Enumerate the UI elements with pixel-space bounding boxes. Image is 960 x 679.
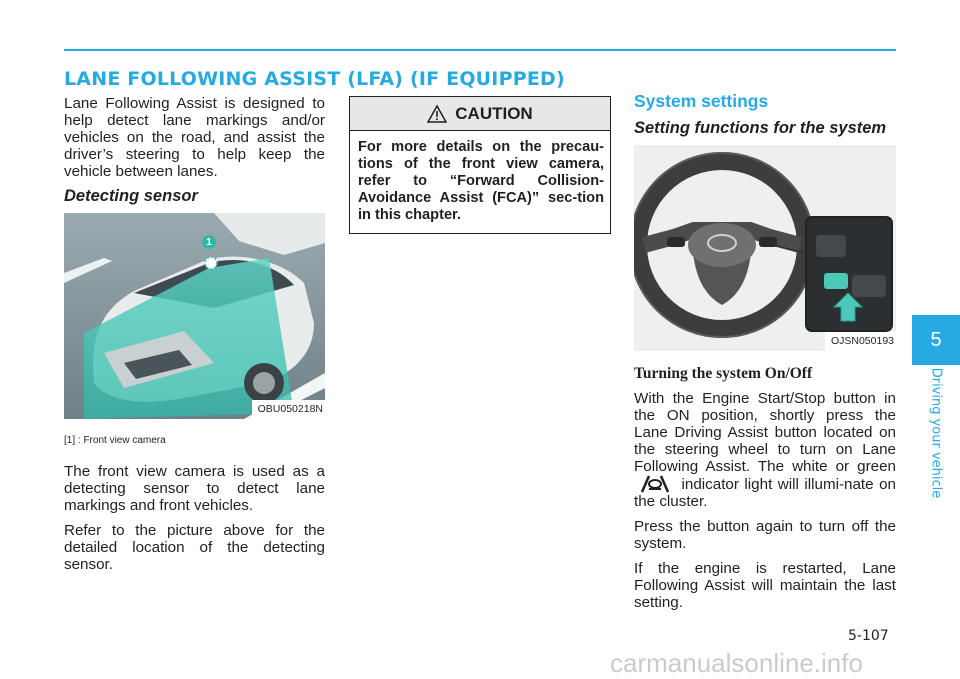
toggle-paragraph-1 bbox=[634, 390, 896, 510]
watermark: carmanualsonline.info bbox=[610, 648, 863, 678]
left-column bbox=[64, 95, 325, 581]
turning-system-heading: Turning the system On/Off bbox=[634, 365, 813, 382]
chapter-title-vertical: Driving your vehicle bbox=[928, 367, 944, 499]
caution-title: CAUTION bbox=[455, 103, 533, 123]
page-title: LANE FOLLOWING ASSIST (LFA) (IF EQUIPPED) bbox=[64, 68, 565, 90]
sensor-paragraph-1: The front view camera is used as a detecting sensor to detect lane markings and front vehicles. bbox=[64, 463, 325, 514]
caution-box bbox=[349, 96, 611, 234]
toggle-text-b: indicator light will illumi-nate on the cluster. bbox=[634, 476, 896, 510]
caution-header bbox=[350, 97, 610, 131]
image-caption: [1] : Front view camera bbox=[64, 435, 166, 446]
image-code: OJSN050193 bbox=[825, 332, 896, 351]
intro-paragraph: Lane Following Assist is designed to help detect lane markings and/or vehicles on the road, and assist the driver’s steering to help keep the vehicle between lanes. bbox=[64, 95, 325, 180]
sensor-marker-1: 1 bbox=[202, 235, 216, 249]
car-camera-image bbox=[64, 213, 325, 419]
toggle-text-a: With the Engine Start/Stop button in the ON position, shortly press the Lane Driving Assist button located on the steering wheel to turn on Lane Following Assist. The white or green bbox=[634, 390, 896, 475]
warning-triangle-icon bbox=[427, 105, 447, 123]
sensor-paragraph-2: Refer to the picture above for the detailed location of the detecting sensor. bbox=[64, 522, 325, 573]
detecting-sensor-heading: Detecting sensor bbox=[64, 187, 198, 205]
setting-functions-heading: Setting functions for the system bbox=[634, 119, 887, 137]
chapter-tab: 5 bbox=[912, 315, 960, 365]
steering-wheel-illustration bbox=[634, 145, 896, 351]
toggle-paragraph-3: If the engine is restarted, Lane Following Assist will maintain the last setting. bbox=[634, 560, 896, 611]
header-rule bbox=[64, 49, 896, 51]
toggle-paragraph-2: Press the button again to turn off the system. bbox=[634, 518, 896, 552]
right-column bbox=[634, 93, 896, 619]
system-settings-heading: System settings bbox=[634, 91, 769, 111]
caution-text: For more details on the precau-tions of the front view camera, refer to “Forward Collision-Avoidance Assist (FCA)” sec-tion in this chapter. bbox=[358, 139, 604, 223]
image-code: OBU050218N bbox=[252, 400, 325, 419]
page-number: 5-107 bbox=[848, 628, 889, 644]
car-sensor-illustration bbox=[64, 213, 325, 419]
lfa-indicator-icon bbox=[640, 475, 670, 493]
steering-wheel-image bbox=[634, 145, 896, 351]
